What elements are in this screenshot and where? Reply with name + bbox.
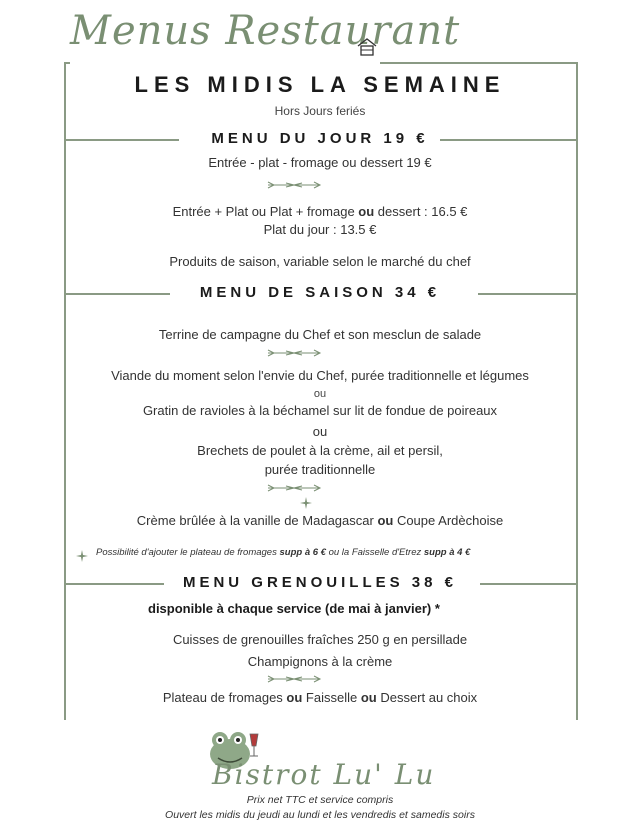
menu-grenouilles-line2: Champignons à la crème: [247, 654, 393, 669]
menu-saison-main2: Gratin de ravioles à la béchamel sur lit de fondue de poireaux: [142, 403, 498, 418]
note-b: supp à 6 €: [279, 547, 326, 558]
menu-saison-dessert: [0, 513, 640, 528]
note-c: ou la Faisselle d'Etrez: [325, 547, 424, 558]
main-title: LES MIDIS LA SEMAINE: [134, 72, 506, 97]
menu-jour-line2-b: dessert : 16.5 €: [374, 204, 468, 219]
supplement-note: [96, 547, 470, 558]
brand-name: Bistrot Lu' Lu: [212, 758, 436, 791]
menu-grenouilles-line3: [0, 690, 640, 705]
note-d: supp à 4 €: [423, 547, 471, 558]
note-a: Possibilité d'ajouter le plateau de fromages: [96, 547, 280, 558]
menu-grenouilles-availability: disponible à chaque service (de mai à janvier) *: [148, 601, 440, 616]
dessert-ou: ou: [377, 513, 394, 528]
menu-jour-line4: Produits de saison, variable selon le marché du chef: [169, 254, 471, 269]
menu-jour-line2: [0, 204, 640, 219]
menu-jour-line2-ou: ou: [358, 204, 375, 219]
menu-grenouilles-line1: Cuisses de grenouilles fraîches 250 g en persillade: [172, 632, 468, 647]
frame-top-right: [380, 62, 576, 64]
menu-saison-main1: Viande du moment selon l'envie du Chef, purée traditionnelle et légumes: [111, 368, 529, 383]
menu-saison-title: MENU DE SAISON 34 €: [199, 284, 441, 301]
menu-jour-line3: Plat du jour : 13.5 €: [263, 222, 377, 237]
line3-ou1: ou: [286, 690, 303, 705]
menu-grenouilles-title: MENU GRENOUILLES 38 €: [182, 574, 458, 591]
subtitle: Hors Jours feriés: [274, 104, 366, 118]
sparkle-icon: [300, 497, 312, 509]
line3-a: Plateau de fromages: [162, 690, 287, 705]
dessert-a: Crème brûlée à la vanille de Madagascar: [136, 513, 378, 528]
divider-leaf-icon: [264, 181, 324, 189]
line3-ou2: ou: [360, 690, 377, 705]
house-icon: [356, 36, 378, 58]
menu-saison-main3-l2: purée traditionnelle: [264, 462, 376, 477]
menu-jour-line2-a: Entrée + Plat ou Plat + fromage: [172, 204, 359, 219]
dessert-b: Coupe Ardèchoise: [393, 513, 504, 528]
menu-jour-line1: Entrée - plat - fromage ou dessert 19 €: [208, 155, 432, 170]
divider-leaf-icon: [264, 349, 324, 357]
menu-saison-main3-l1: Brechets de poulet à la crème, ail et persil,: [197, 443, 443, 458]
line3-c: Dessert au choix: [376, 690, 478, 705]
divider-leaf-icon: [264, 484, 324, 492]
menu-saison-or1: ou: [313, 388, 327, 400]
price-note: Prix net TTC et service compris: [246, 794, 394, 806]
frame-top-left: [64, 62, 70, 64]
line3-b: Faisselle: [302, 690, 361, 705]
sparkle-icon: [76, 550, 88, 562]
opening-hours: Ouvert les midis du jeudi au lundi et les vendredis et samedis soirs: [165, 809, 475, 821]
script-title: Menus Restaurant: [70, 8, 461, 54]
divider-leaf-icon: [264, 675, 324, 683]
menu-jour-title: MENU DU JOUR 19 €: [211, 130, 429, 147]
menu-saison-starter: Terrine de campagne du Chef et son mesclun de salade: [158, 327, 482, 342]
menu-saison-or2: ou: [312, 424, 328, 439]
